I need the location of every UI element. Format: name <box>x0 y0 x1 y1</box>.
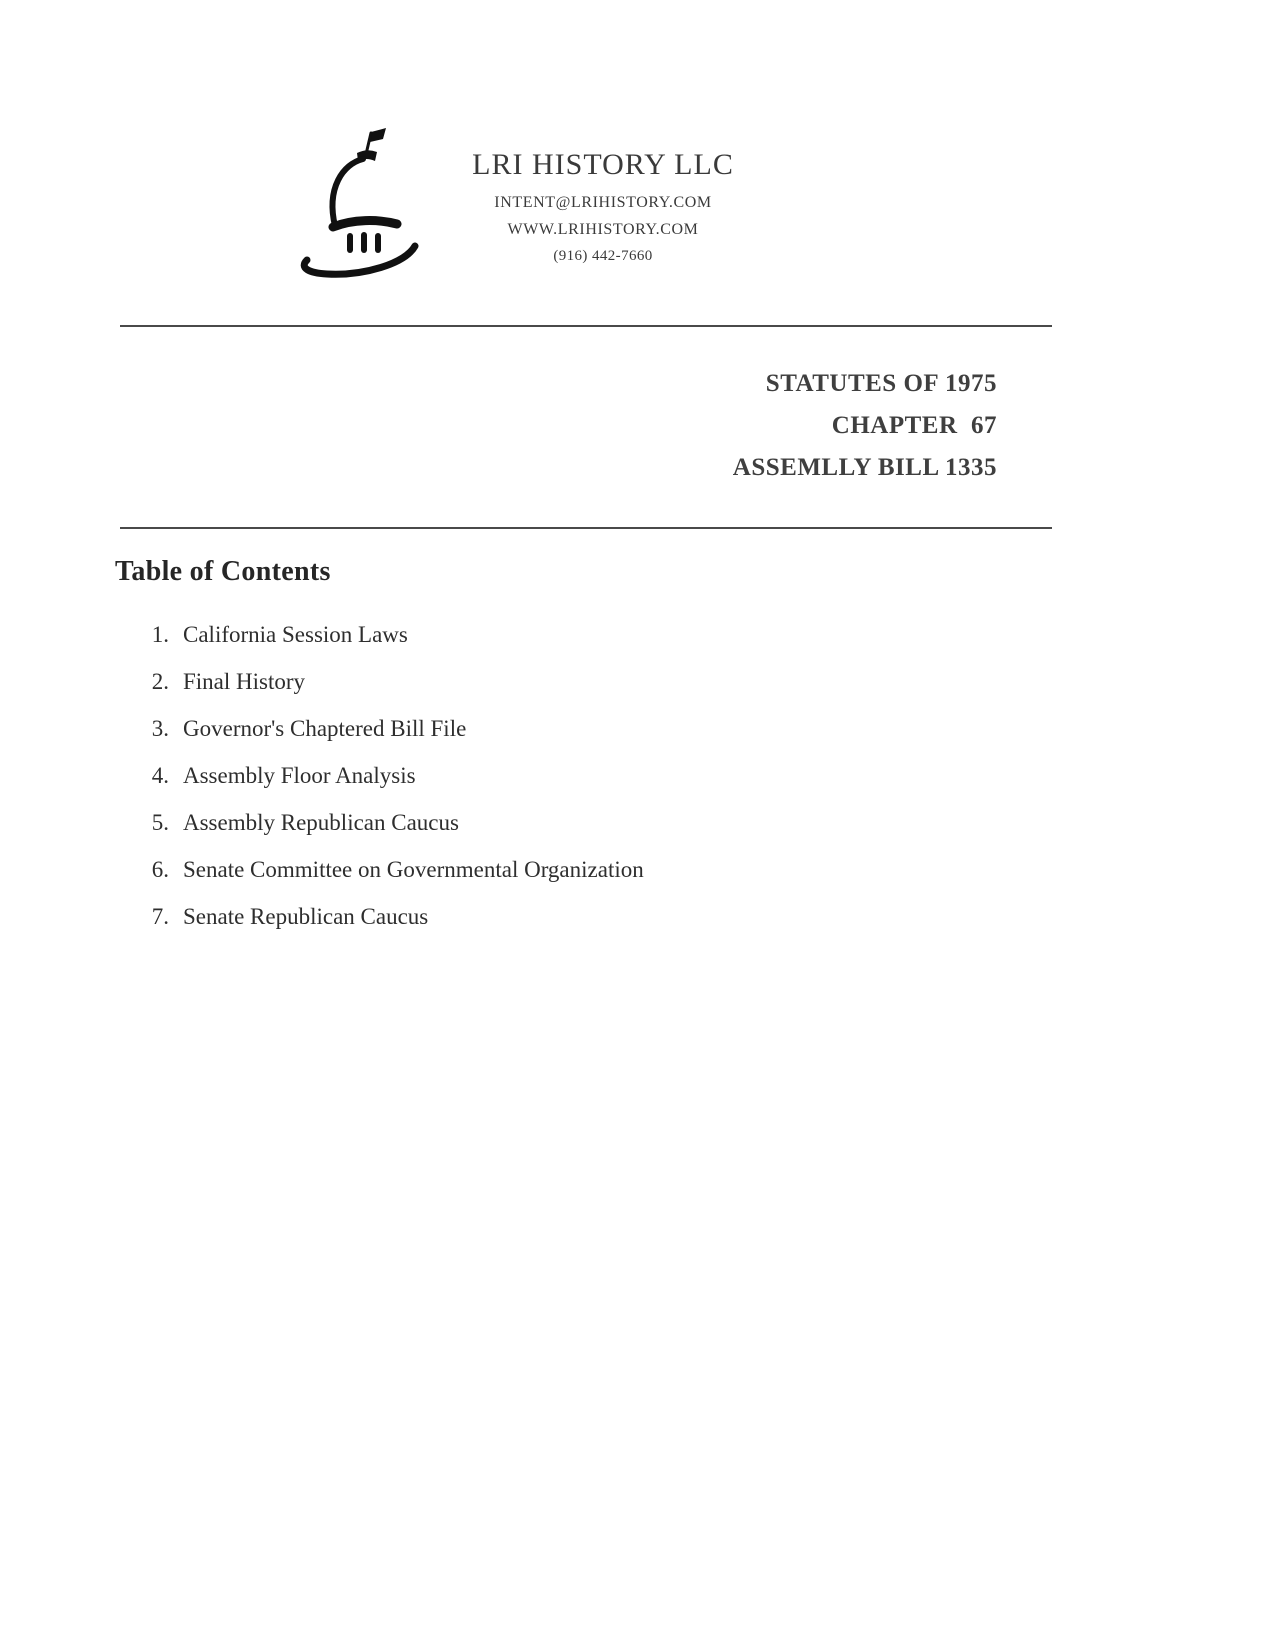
toc-item <box>143 716 943 763</box>
company-phone: (916) 442-7660 <box>553 248 653 264</box>
capitol-dome-logo-icon <box>293 126 443 288</box>
toc-item-number: 5. <box>151 810 169 835</box>
toc-item <box>143 669 943 716</box>
toc-item <box>143 810 943 857</box>
logo-flag-icon <box>370 128 386 142</box>
toc-item-label: Governor's Chaptered Bill File <box>183 716 467 741</box>
assembly-bill-line: ASSEMLLY BILL 1335 <box>732 454 997 481</box>
toc-item <box>143 857 943 904</box>
company-email: INTENT@LRIHISTORY.COM <box>494 194 712 211</box>
toc-item-label: Final History <box>183 669 306 694</box>
toc-item <box>143 904 943 951</box>
toc-item-label: Senate Committee on Governmental Organization <box>183 857 644 882</box>
toc-item-label: Assembly Floor Analysis <box>183 763 416 788</box>
chapter-line: CHAPTER 67 <box>831 412 997 439</box>
toc-heading: Table of Contents <box>115 556 331 587</box>
letterhead <box>462 148 744 265</box>
toc-item-number: 6. <box>151 857 169 882</box>
document-title-block <box>733 363 997 489</box>
divider-bottom <box>120 527 1052 529</box>
toc-item-number: 1. <box>151 622 169 647</box>
company-name: LRI HISTORY LLC <box>472 148 734 181</box>
divider-top <box>120 325 1052 327</box>
toc-item-number: 3. <box>151 716 169 741</box>
company-website: WWW.LRIHISTORY.COM <box>507 221 699 238</box>
toc-item <box>143 763 943 810</box>
toc-item <box>143 622 943 669</box>
toc-item-number: 7. <box>151 904 169 929</box>
toc-item-number: 4. <box>151 763 169 788</box>
toc-list <box>143 622 943 951</box>
statutes-year-line: STATUTES OF 1975 <box>765 370 997 397</box>
toc-item-label: California Session Laws <box>183 622 408 647</box>
toc-item-number: 2. <box>151 669 169 694</box>
toc-item-label: Assembly Republican Caucus <box>183 810 459 835</box>
toc-item-label: Senate Republican Caucus <box>183 904 429 929</box>
